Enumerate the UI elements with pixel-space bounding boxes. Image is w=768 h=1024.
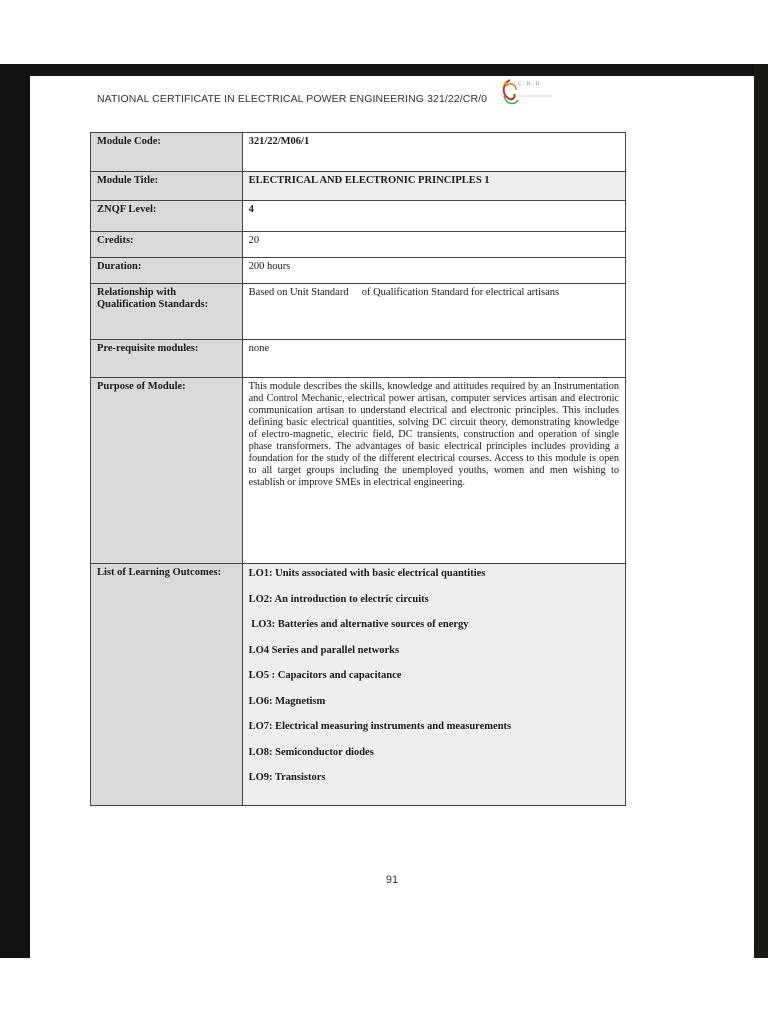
- top-border: [0, 64, 768, 76]
- table-row: [91, 172, 626, 201]
- row-label: ZNQF Level:: [91, 201, 243, 232]
- institution-logo: [496, 76, 566, 110]
- row-label: Module Code:: [91, 133, 243, 172]
- list-item: LO1: Units associated with basic electrical quantities: [248, 568, 486, 579]
- row-value: Based on Unit Standard of Qualification Standard for electrical artisans: [242, 284, 625, 340]
- logo-text: C. R. D: [518, 82, 541, 87]
- document-header: NATIONAL CERTIFICATE IN ELECTRICAL POWER ENGINEERING 321/22/CR/0: [97, 93, 488, 105]
- row-value: 321/22/M06/1: [242, 133, 625, 172]
- list-item: LO2: An introduction to electric circuits: [248, 593, 429, 605]
- row-label: Module Title:: [91, 172, 243, 201]
- learning-outcomes: [242, 564, 625, 806]
- table-row: [91, 232, 626, 258]
- list-item: LO4 Series and parallel networks: [248, 644, 400, 656]
- list-item: LO3: Batteries and alternative sources of energy: [248, 619, 469, 630]
- list-item: LO7: Electrical measuring instruments and measurements: [248, 721, 512, 732]
- row-value: none: [242, 340, 625, 378]
- list-item: LO9: Transistors: [248, 772, 326, 783]
- row-label: Relationship with Qualification Standards:: [91, 284, 243, 340]
- table-row: [91, 258, 626, 284]
- document-page: [30, 76, 754, 958]
- table-row: [91, 378, 626, 564]
- list-item: LO8: Semiconductor diodes: [248, 746, 374, 758]
- row-value: 4: [242, 201, 625, 232]
- row-value: ELECTRICAL AND ELECTRONIC PRINCIPLES 1: [242, 172, 625, 201]
- row-label: Pre-requisite modules:: [91, 340, 243, 378]
- list-item: LO6: Magnetism: [248, 695, 326, 707]
- table-row: [91, 284, 626, 340]
- row-label: Duration:: [91, 258, 243, 284]
- left-border: [0, 64, 30, 958]
- right-border: [754, 64, 768, 958]
- row-value: 20: [242, 232, 625, 258]
- table-row: [91, 133, 626, 172]
- module-table: [90, 132, 626, 806]
- list-item: LO5 : Capacitors and capacitance: [248, 670, 402, 681]
- page-number: 91: [385, 874, 399, 886]
- row-label: Credits:: [91, 232, 243, 258]
- table-row: [91, 340, 626, 378]
- row-label: Purpose of Module:: [91, 378, 243, 564]
- table-row: [91, 564, 626, 806]
- purpose-text: This module describes the skills, knowledge and attitudes required by an Instrumentation and Control Mechanic, electrical power artisan, computer services artisan and electronic communication artisan to understand electrical and electronic principles. This includes defining basic electrical quantities, solving DC circuit theory, demonstrating knowledge of electro-magnetic, electric field, DC transients, construction and operation of single phase transformers. The advantages of basic electrical principles includes providing a foundation for the study of the different electrical courses. Access to this module is open to all target groups including the unemployed youths, women and men wishing to establish or improve SMEs in electrical engineering.: [242, 378, 625, 564]
- table-row: [91, 201, 626, 232]
- row-value: 200 hours: [242, 258, 625, 284]
- row-label: List of Learning Outcomes:: [91, 564, 243, 806]
